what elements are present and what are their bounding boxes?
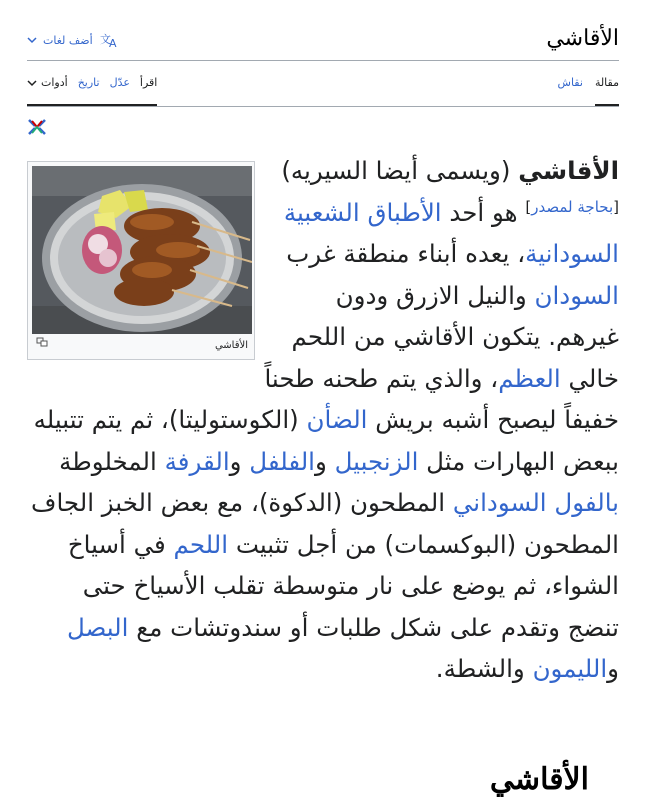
chevron-down-icon	[27, 35, 37, 45]
link-lamb[interactable]: الضأن	[306, 405, 368, 434]
article-text: المخلوطة	[59, 446, 165, 476]
title-bar	[27, 22, 619, 61]
tab-article[interactable]: مقالة	[594, 76, 619, 89]
link-pepper[interactable]: الفلفل	[249, 446, 315, 476]
translate-icon	[99, 32, 119, 48]
link-lemon[interactable]: الليمون	[532, 654, 608, 683]
tools-menu[interactable]	[27, 76, 68, 89]
article-text: المطحون (الدكوة)، مع بعض الخبز الجاف المطحون (البوكسمات) من أجل تثبيت	[31, 488, 619, 559]
citation-needed[interactable]: [بحاجة لمصدر]	[525, 197, 619, 216]
infobox-caption: الأقاشي	[214, 340, 248, 351]
link-peanut[interactable]: بالفول السوداني	[452, 488, 619, 517]
tab-edit[interactable]: عدّل	[109, 76, 130, 89]
tab-talk[interactable]: نقاش	[557, 76, 583, 89]
link-cinnamon[interactable]: القرفة	[164, 446, 230, 476]
tab-history[interactable]: تاريخ	[77, 76, 100, 89]
chevron-down-icon	[27, 78, 37, 88]
link-sudanese-dishes[interactable]: الأطباق الشعبية السودانية	[283, 197, 619, 268]
add-languages-button[interactable]	[27, 32, 119, 48]
page-tabs	[27, 62, 619, 107]
link-onion[interactable]: البصل	[66, 612, 129, 642]
link-ginger[interactable]: الزنجبيل	[334, 446, 419, 476]
link-sudan[interactable]: السودان	[534, 280, 619, 310]
link-meat[interactable]: اللحم	[173, 529, 229, 559]
article-text: (ويسمى أيضا السيريه)	[281, 156, 519, 185]
article-text: والنيل الازرق ودون غيرهم. يتكون الأقاشي من اللحم خالي	[291, 280, 619, 393]
article-text: ، يعده أبناء منطقة غرب	[286, 239, 526, 268]
tools-label: أدوات	[41, 76, 68, 89]
wikidata-icon[interactable]	[27, 117, 47, 137]
article-text: و	[315, 446, 335, 476]
add-languages-label: أضف لغات	[43, 33, 93, 47]
svg-text:A: A	[108, 37, 117, 48]
article-text: والشطة.	[435, 654, 533, 683]
article-text: في أسياخ الشواء، ثم يوضع على نار متوسطة تقلب الأسياخ حتى تنضج وتقدم على شكل طلبات أو سندوتشات مع	[67, 529, 619, 642]
page-title: الأقاشي	[546, 26, 619, 51]
article-text: هو أحد	[441, 197, 526, 227]
article-body	[27, 150, 619, 690]
article-subject: الأقاشي	[518, 156, 619, 185]
article-text: و	[607, 654, 619, 683]
tab-read[interactable]: اقرأ	[139, 76, 158, 89]
link-bone[interactable]: العظم	[498, 363, 561, 393]
infobox-spacer	[27, 150, 263, 376]
article-text: ، والذي يتم طحنه طحناً خفيفاً ليصبح أشبه بريش	[264, 363, 619, 434]
section-heading: الأقاشي	[489, 762, 589, 797]
article-text: (الكوستوليتا)، ثم يتم تتبيله ببعض البهارات مثل	[33, 405, 619, 476]
svg-text:文: 文	[99, 33, 111, 46]
article-text: و	[229, 446, 250, 476]
